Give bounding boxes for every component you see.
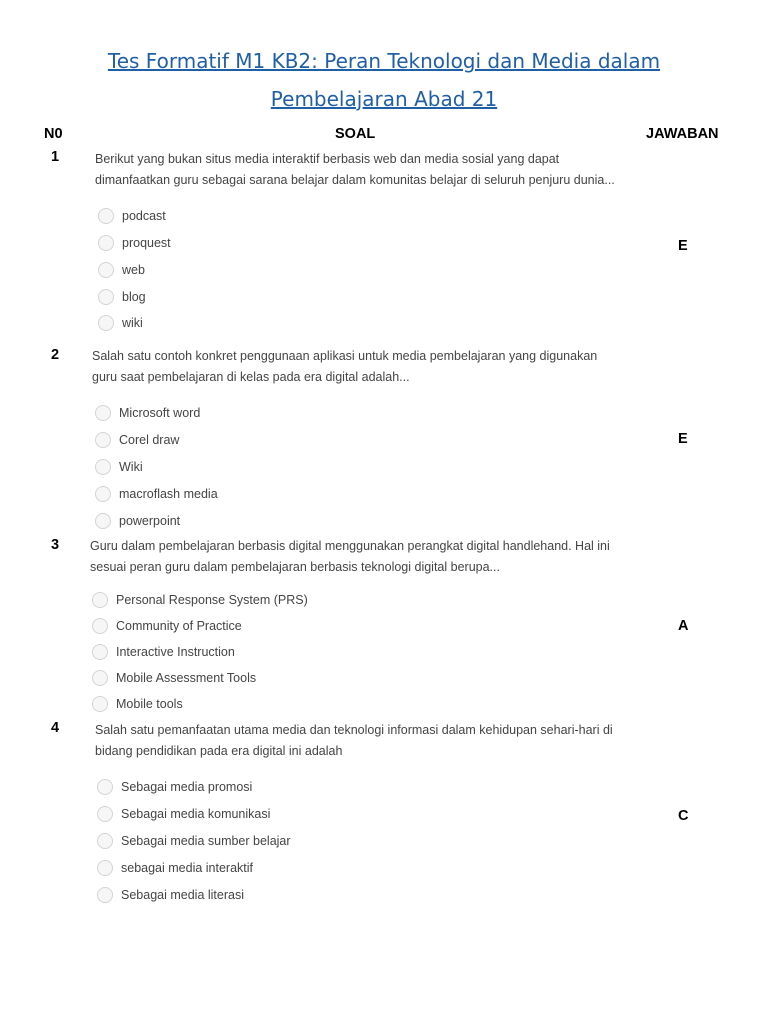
radio-button-icon[interactable]	[98, 208, 114, 224]
header-soal: SOAL	[335, 126, 376, 142]
option-mobile-assessment-tools[interactable]: Mobile Assessment Tools	[92, 670, 256, 686]
radio-button-icon[interactable]	[92, 644, 108, 660]
option-media-komunikasi[interactable]: Sebagai media komunikasi	[97, 806, 270, 822]
option-media-interaktif[interactable]: sebagai media interaktif	[97, 860, 253, 876]
radio-button-icon[interactable]	[97, 887, 113, 903]
header-jawaban: JAWABAN	[646, 126, 719, 142]
radio-button-icon[interactable]	[97, 779, 113, 795]
option-wiki[interactable]: wiki	[98, 315, 143, 331]
question-number: 2	[51, 347, 60, 363]
option-media-literasi[interactable]: Sebagai media literasi	[97, 887, 244, 903]
option-podcast[interactable]: podcast	[98, 208, 166, 224]
radio-button-icon[interactable]	[95, 486, 111, 502]
option-interactive-instruction[interactable]: Interactive Instruction	[92, 644, 235, 660]
question-text: Salah satu pemanfaatan utama media dan teknologi informasi dalam kehidupan sehari-hari di bidang pendidikan pada era digital ini adalah	[95, 723, 613, 758]
radio-button-icon[interactable]	[95, 513, 111, 529]
radio-button-icon[interactable]	[98, 315, 114, 331]
radio-button-icon[interactable]	[95, 459, 111, 475]
question-number: 1	[51, 149, 60, 165]
radio-button-icon[interactable]	[92, 670, 108, 686]
option-powerpoint[interactable]: powerpoint	[95, 513, 180, 529]
header-no: N0	[44, 126, 63, 142]
answer-value: E	[678, 431, 688, 447]
page-title: Tes Formatif M1 KB2: Peran Teknologi dan Media dalam	[107, 49, 661, 73]
radio-button-icon[interactable]	[92, 696, 108, 712]
option-macroflash-media[interactable]: macroflash media	[95, 486, 218, 502]
page-subtitle: Pembelajaran Abad 21	[270, 87, 498, 111]
radio-button-icon[interactable]	[98, 235, 114, 251]
option-wiki[interactable]: Wiki	[95, 459, 143, 475]
option-media-promosi[interactable]: Sebagai media promosi	[97, 779, 252, 795]
option-community-of-practice[interactable]: Community of Practice	[92, 618, 242, 634]
option-blog[interactable]: blog	[98, 289, 146, 305]
radio-button-icon[interactable]	[98, 262, 114, 278]
option-media-sumber-belajar[interactable]: Sebagai media sumber belajar	[97, 833, 291, 849]
question-number: 4	[51, 720, 60, 736]
option-corel-draw[interactable]: Corel draw	[95, 432, 179, 448]
option-mobile-tools[interactable]: Mobile tools	[92, 696, 183, 712]
radio-button-icon[interactable]	[97, 806, 113, 822]
radio-button-icon[interactable]	[92, 592, 108, 608]
radio-button-icon[interactable]	[95, 432, 111, 448]
answer-value: C	[678, 808, 689, 824]
option-prs[interactable]: Personal Response System (PRS)	[92, 592, 308, 608]
option-proquest[interactable]: proquest	[98, 235, 171, 251]
radio-button-icon[interactable]	[92, 618, 108, 634]
question-text: Berikut yang bukan situs media interaktif berbasis web dan media sosial yang dapat dimanfaatkan guru sebagai sarana belajar dalam komunitas belajar di seluruh penjuru dunia...	[95, 152, 615, 187]
radio-button-icon[interactable]	[98, 289, 114, 305]
question-text: Guru dalam pembelajaran berbasis digital menggunakan perangkat digital handlehand. Hal ini sesuai peran guru dalam pembelajaran berbasis teknologi digital berupa...	[90, 539, 610, 574]
option-microsoft-word[interactable]: Microsoft word	[95, 405, 200, 421]
answer-value: E	[678, 238, 688, 254]
answer-value: A	[678, 618, 689, 634]
radio-button-icon[interactable]	[95, 405, 111, 421]
question-text: Salah satu contoh konkret penggunaan aplikasi untuk media pembelajaran yang digunakan guru saat pembelajaran di kelas pada era digital adalah...	[92, 349, 598, 384]
radio-button-icon[interactable]	[97, 860, 113, 876]
option-web[interactable]: web	[98, 262, 145, 278]
radio-button-icon[interactable]	[97, 833, 113, 849]
question-number: 3	[51, 537, 60, 553]
